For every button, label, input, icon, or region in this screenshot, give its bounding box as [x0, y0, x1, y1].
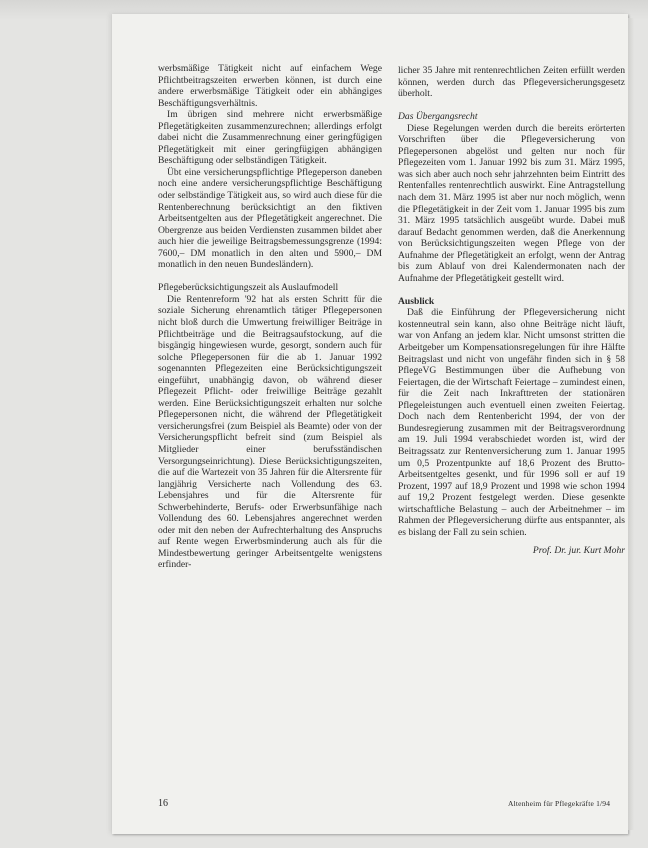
body-paragraph: licher 35 Jahre mit rentenrechtlichen Zeiten erfüllt werden können, werden durch das Pflegeversicherungsgesetz überholt.	[398, 65, 625, 100]
journal-footer: Altenheim für Pflegekräfte 1/94	[508, 799, 611, 808]
body-paragraph: Diese Regelungen werden durch die bereits erörterten Vorschriften über die Pflegeversicherung von Pflegepersonen abgelöst und gelten nur noch für Pflegezeiten vom 1. Januar 1992 bis zum 31. März 1995, was sich aber auch noch sehr jahrzehnten beim Eintritt des Rentenfalles rentenrechtlich auswirkt. Eine Antragstellung nach dem 31. März 1995 ist aber nur noch möglich, wenn die Pflegetätigkeit in der Zeit vom 1. Januar 1995 bis zum 31. März 1995 tatsächlich ausgeübt wurde. Dabei muß darauf Bedacht genommen werden, daß die Anerkennung von Berücksichtigungszeiten wegen Pflege von der Aufnahme der Pflegetätigkeit an erfolgt, wenn der Antrag bis zum Ablauf von drei Kalendermonaten nach der Aufnahme der Pflegetätigkeit gestellt wird.	[398, 122, 625, 284]
body-paragraph: Die Rentenreform '92 hat als ersten Schritt für die soziale Sicherung ehrenamtlich tätiger Pflegepersonen nicht bloß durch die Umwertung freiwilliger Beiträge in Pflichtbeiträge und die Beitragsaufstockung, auf die bisgängig hingewiesen wurde, gesorgt, sondern auch für solche Pflegepersonen für die ab 1. Januar 1992 sogenannten Pflegezeiten eine Berücksichtigungszeit eingeführt, unabhängig davon, ob während dieser Pflegezeit Pflicht- oder freiwillige Beiträge gezahlt werden. Eine Berücksichtigungszeit erhalten nur solche Pflegepersonen nicht, die während der Pflegetätigkeit versicherungsfrei (zum Beispiel als Beamte) oder von der Versicherungspflicht befreit sind (zum Beispiel als Mitglieder einer berufsständischen Versorgungseinrichtung). Diese Berücksichtigungszeiten, die auf die Wartezeit von 35 Jahren für die Altersrente für langjährig Versicherte nach Vollendung des 63. Lebensjahres und für die Altersrente für Schwerbehinderte, Berufs- oder Erwerbsunfähige nach Vollendung des 60. Lebensjahres angerechnet werden oder mit den neben der Aufrechterhaltung des Anspruchs auf Rente wegen Erwerbsminderung auch als für die Mindestbewertung geringer Arbeitsentgelte wenigstens erfinder-	[158, 293, 382, 571]
paragraph-gap	[398, 284, 625, 296]
right-text-column	[398, 65, 625, 557]
body-paragraph: Übt eine versicherungspflichtige Pflegeperson daneben noch eine andere versicherungspflichtige Beschäftigung oder selbständige Tätigkeit aus, so wird auch diese für die Rentenberechnung berücksichtigt an den fiktiven Arbeitsentgelten aus der Pflegetätigkeit angerechnet. Die Obergrenze aus beiden Verdiensten zusammen bildet aber auch hier die jeweilige Beitragsbemessungsgrenze (1994: 7600,– DM monatlich in den alten und 5900,– DM monatlich in den neuen Bundesländern).	[158, 166, 382, 271]
left-text-column	[158, 63, 382, 571]
section-heading: Ausblick	[398, 295, 435, 307]
paragraph-gap	[158, 271, 382, 283]
right-column-body	[398, 65, 625, 538]
body-paragraph: Daß die Einführung der Pflegeversicherung nicht kostenneutral sein kann, also ohne Beiträge nicht läuft, war von Anfang an jedem klar. Nicht umsonst stritten die Arbeitgeber um Kompensationsregelungen für ihre Hälfte Beitragslast und nicht von ungefähr finden sich in § 58 PflegeVG Bestimmungen über die Aufhebung von Feiertagen, die der Wirtschaft Feiertage – zumindest einen, für die Zeit nach Inkrafttreten der stationären Pflegeleistungen auch eventuell einen zweiten Feiertag. Doch nach dem Rentenbericht 1994, der von der Bundesregierung zusammen mit der Beitragsverordnung am 19. Juli 1994 verabschiedet worden ist, wird der Beitragssatz zur Rentenversicherung zum 1. Januar 1995 um 0,5 Prozentpunkte auf 18,6 Prozent des Brutto-Arbeitsentgeltes gesenkt, und für 1996 soll er auf 19 Prozent, 1997 auf 18,9 Prozent und 1998 wie schon 1994 auf 19,2 Prozent festgelegt werden. Diese gesenkte wirtschaftliche Belastung – auch der Arbeitnehmer – im Rahmen der Pflegeversicherung dürfte aus entspannter, als es bislang der Fall zu sein schien.	[398, 307, 625, 538]
section-heading: Das Übergangsrecht	[398, 111, 478, 123]
body-paragraph: Im übrigen sind mehrere nicht erwerbsmäßige Pflegetätigkeiten zusammenzurechnen; allerdings erfolgt dabei nicht die Zusammenrechnung einer geringfügigen Pflegetätigkeit mit einer geringfügigen abhängigen Beschäftigung oder selbständigen Tätigkeit.	[158, 109, 382, 167]
paragraph-gap	[398, 100, 625, 112]
page-edge-shadow	[628, 18, 634, 830]
body-paragraph: werbsmäßige Tätigkeit nicht auf einfachem Wege Pflichtbeitragszeiten erwerben können, ist durch eine andere erwerbsmäßige Tätigkeit oder ein abhängiges Beschäftigungsverhältnis.	[158, 63, 382, 109]
author-signature: Prof. Dr. jur. Kurt Mohr	[532, 545, 625, 557]
page-number: 16	[158, 798, 168, 809]
section-heading: Pflegeberücksichtigungszeit als Auslaufmodell	[158, 282, 339, 294]
